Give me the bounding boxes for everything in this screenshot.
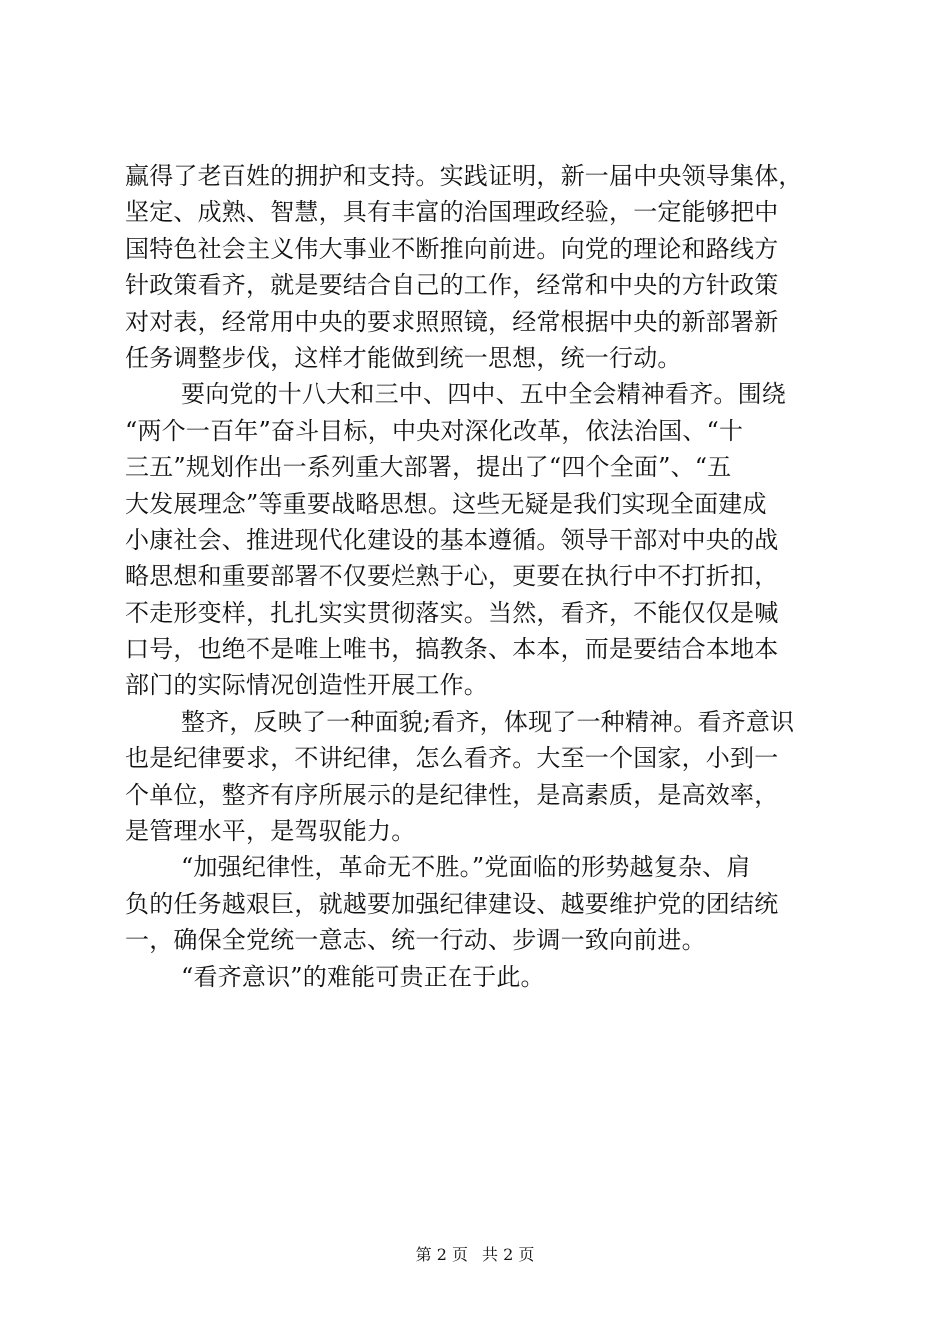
text-line: 小康社会、推进现代化建设的基本遵循。领导干部对中央的战 (125, 525, 779, 554)
text-line: 负的任务越艰巨，就越要加强纪律建设、越要维护党的团结统 (125, 889, 779, 918)
text-line: 不走形变样，扎扎实实贯彻落实。当然，看齐，不能仅仅是喊 (125, 598, 779, 627)
text-line: 是管理水平，是驾驭能力。 (125, 817, 416, 846)
text-line: “两个一百年”奋斗目标，中央对深化改革，依法治国、“十 (125, 416, 744, 445)
text-line: 坚定、成熟、智慧，具有丰富的治国理政经验，一定能够把中 (125, 198, 779, 227)
text-line: 任务调整步伐，这样才能做到统一思想，统一行动。 (125, 343, 682, 372)
text-line: 三五”规划作出一系列重大部署，提出了“四个全面”、“五 (125, 453, 732, 482)
text-line: 大发展理念”等重要战略思想。这些无疑是我们实现全面建成 (125, 489, 767, 518)
text-line: 略思想和重要部署不仅要烂熟于心，更要在执行中不打折扣， (125, 562, 779, 591)
text-line: 要向党的十八大和三中、四中、五中全会精神看齐。围绕 (181, 380, 786, 409)
text-line: 整齐，反映了一种面貌;看齐，体现了一种精神。看齐意识 (181, 707, 795, 736)
text-line: 针政策看齐，就是要结合自己的工作，经常和中央的方针政策 (125, 271, 779, 300)
text-line: 个单位，整齐有序所展示的是纪律性，是高素质，是高效率， (125, 780, 779, 809)
text-line: “加强纪律性，革命无不胜。”党面临的形势越复杂、肩 (181, 853, 751, 882)
text-line: 赢得了老百姓的拥护和支持。实践证明，新一届中央领导集体， (125, 162, 803, 190)
text-line: 对对表，经常用中央的要求照照镜，经常根据中央的新部署新 (125, 307, 779, 336)
text-line: 一，确保全党统一意志、统一行动、步调一致向前进。 (125, 926, 706, 955)
page-footer (0, 1244, 950, 1266)
document-body (125, 158, 845, 995)
page-number: 第 2 页 (415, 1245, 468, 1264)
text-line: 也是纪律要求，不讲纪律，怎么看齐。大至一个国家，小到一 (125, 744, 779, 773)
text-line: 国特色社会主义伟大事业不断推向前进。向党的理论和路线方 (125, 234, 779, 263)
text-line: “看齐意识”的难能可贵正在于此。 (181, 962, 545, 991)
text-line: 部门的实际情况创造性开展工作。 (125, 671, 488, 700)
text-line: 口号，也绝不是唯上唯书，搞教条、本本，而是要结合本地本 (125, 635, 779, 664)
page-total: 共 2 页 (482, 1245, 535, 1264)
